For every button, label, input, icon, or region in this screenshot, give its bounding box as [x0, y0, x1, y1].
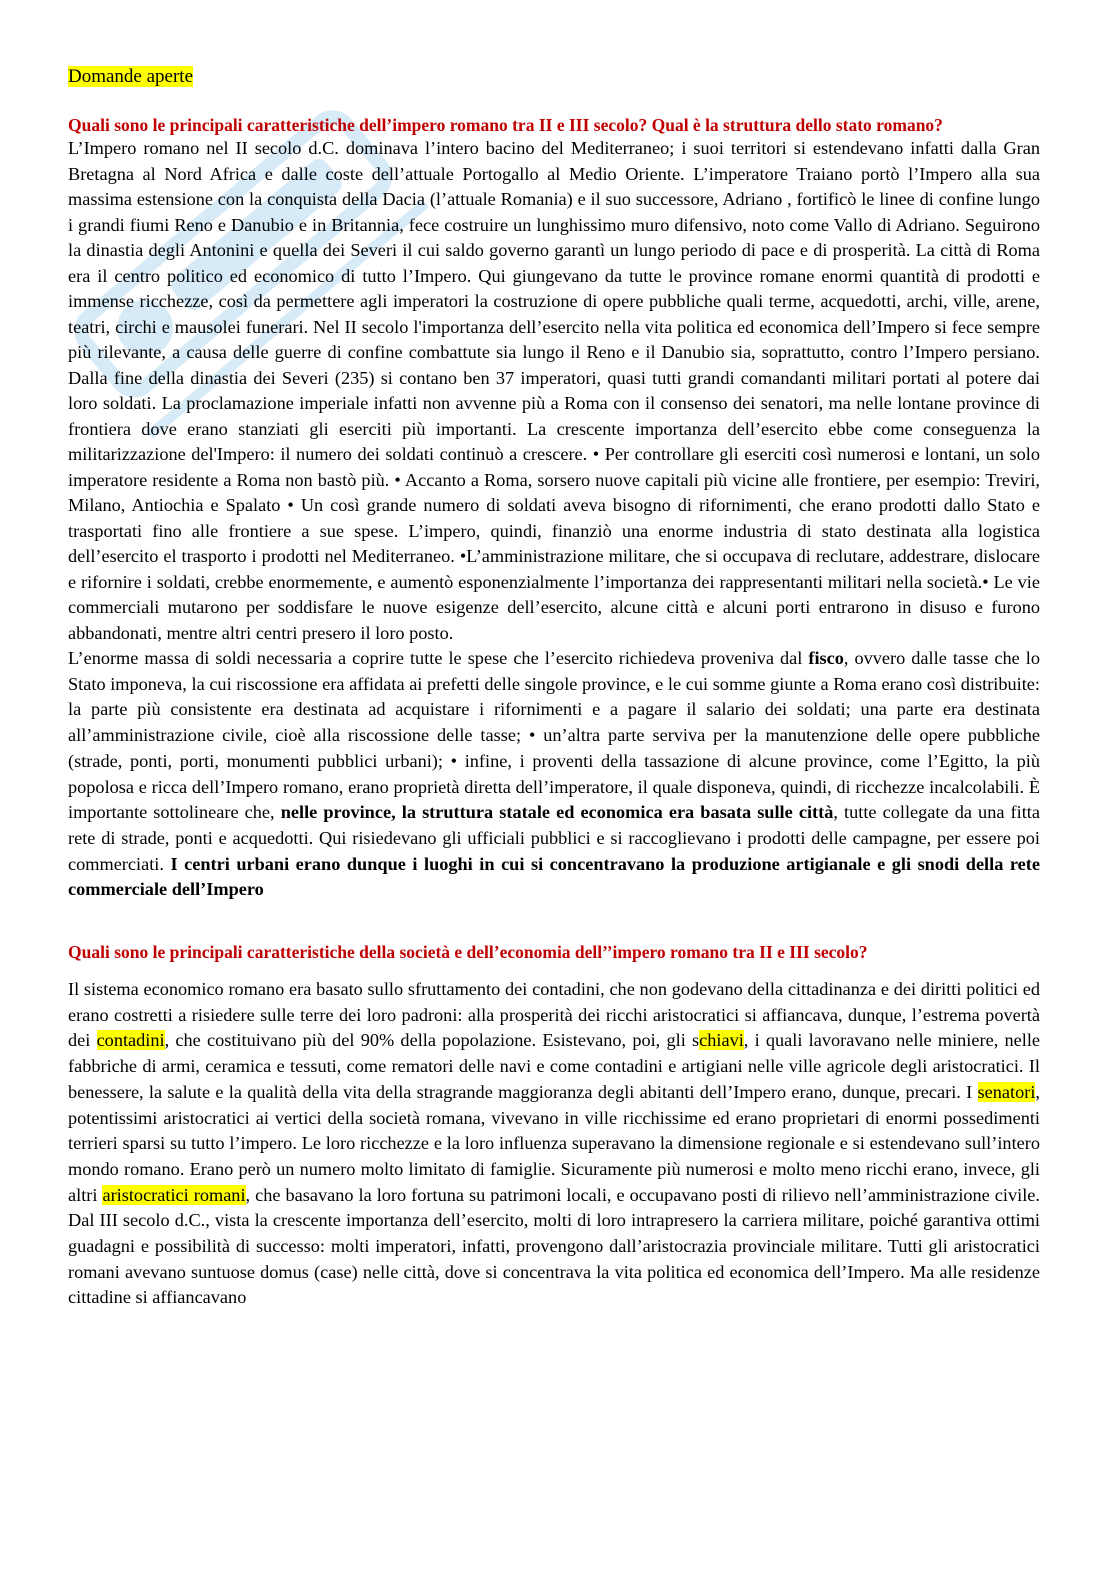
highlight-aristocratici: aristocratici romani — [102, 1184, 246, 1205]
highlight-contadini: contadini — [96, 1030, 165, 1051]
document-page — [68, 66, 1040, 1311]
answer-2-paragraph: Il sistema economico romano era basato sullo sfruttamento dei contadini, che non godevano della cittadinanza e dei diritti politici ed erano costretti a risiedere sulle terre dei loro padroni: alla prosperità dei ricchi aristocratici si affiancava, dunque, l’estrema povertà dei contadini, che costituivano più del 90% della popolazione. Esistevano, poi, gli schiavi, i quali lavoravano nelle miniere, nelle fabbriche di armi, ceramica e tessuti, come rematori delle navi e come contadini e artigiani nelle ville agricole degli aristocratici. Il benessere, la salute e la qualità della vita della stragrande maggioranza degli abitanti dell’Impero erano, dunque, precari. I senatori, potentissimi aristocratici ai vertici della società romana, vivevano in ville ricchissime ed erano proprietari di enormi possedimenti terrieri sparsi su tutto l’impero. Le loro ricchezze e la loro influenza superavano la dimensione regionale e si estendevano sull’intero mondo romano. Erano però un numero molto limitato di famiglie. Sicuramente più numerosi e molto meno ricchi erano, invece, gli altri aristocratici romani, che basavano la loro fortuna su patrimoni locali, e occupavano posti di rilievo nell’amministrazione civile. Dal III secolo d.C., vista la crescente importanza dell’esercito, molti di loro intrapresero la carriera militare, poiché garantiva ottimi guadagni e possibilità di successo: molti imperatori, infatti, provengono dall’aristocrazia provinciale militare. Tutti gli aristocratici romani avevano suntuose domus (case) nelle città, dove si concentrava la vita politica ed economica dell’Impero. Ma alle residenze cittadine si affiancavano — [68, 979, 1041, 1308]
doc-title: Domande aperte — [68, 66, 194, 87]
highlight-senatori: senatori — [977, 1081, 1036, 1102]
answer-1-paragraph: L’Impero romano nel II secolo d.C. dominava l’intero bacino del Mediterraneo; i suoi territori si estendevano infatti dalla Gran Bretagna al Nord Africa e dalle coste dell’attuale Portogallo al Medio Oriente. L’imperatore Traiano portò l’Impero alla sua massima estensione con la conquista della Dacia (l’attuale Romania) e il suo successore, Adriano , fortificò le linee di confine lungo i grandi fiumi Reno e Danubio e in Britannia, fece costruire un lunghissimo muro difensivo, noto come Vallo di Adriano. Seguirono la dinastia degli Antonini e quella dei Severi il cui saldo governo garantì un lungo periodo di pace e di prosperità. La città di Roma era il centro politico ed economico di tutto l’Impero. Qui giungevano da tutte le province romane enormi quantità di prodotti e immense ricchezze, così da permettere agli imperatori la costruzione di opere pubbliche quali terme, acquedotti, archi, ville, arene, teatri, circhi e mausolei funerari. Nel II secolo l'importanza dell’esercito nella vita politica ed economica dell’Impero si fece sempre più rilevante, a causa delle guerre di confine combattute sia lungo il Reno e il Danubio sia, soprattutto, contro l’Impero persiano. Dalla fine della dinastia dei Severi (235) si contano ben 37 imperatori, quasi tutti grandi comandanti militari portati al potere dai loro soldati. La proclamazione imperiale infatti non avvenne più a Roma con il consenso dei senatori, ma nelle lontane province di frontiera dove erano stanziati gli eserciti più importanti. La crescente importanza dell’esercito ebbe come conseguenza la militarizzazione del'Impero: il numero dei soldati continuò a crescere. • Per controllare gli eserciti così numerosi e lontani, un solo imperatore residente a Roma non bastò più. • Accanto a Roma, sorsero nuove capitali più vicine alle frontiere, per esempio: Treviri, Milano, Antiochia e Spalato • Un così grande numero di soldati aveva bisogno di rifornimenti, che erano prodotti dallo Stato e trasportati fino alle frontiere a sue spese. L’impero, quindi, finanziò una enorme industria di stato destinata alla logistica dell’esercito el trasporto i prodotti nel Mediterraneo. •L’amministrazione militare, che si occupava di reclutare, addestrare, dislocare e rifornire i soldati, crebbe enormemente, e aumentò esponenzialmente l’importanza dei rappresentanti militari nella società.• Le vie commerciali mutarono per soddisfare le nuove esigenze dell’esercito, alcune città e alcuni porti entrarono in disuso e furono abbandonati, mentre altri centri presero il loro posto. — [68, 138, 1040, 643]
question-1: Quali sono le principali caratteristiche dell’impero romano tra II e III secolo? Qual è la struttura dello stato romano? — [68, 115, 943, 135]
question-2: Quali sono le principali caratteristiche della società e dell’economia dell’’impero romano tra II e III secolo? — [68, 942, 868, 963]
highlight-schiavi: chiavi — [699, 1030, 744, 1051]
answer-1-paragraph-fisco: L’enorme massa di soldi necessaria a coprire tutte le spese che l’esercito richiedeva proveniva dal fisco, ovvero dalle tasse che lo Stato imponeva, la cui riscossione era affidata ai prefetti delle singole province, e le cui somme giunte a Roma erano così distribuite: la parte più consistente era destinata ad acquistare i rifornimenti e a pagare il salario dei soldati; una parte era destinata all’amministrazione civile, cioè alla riscossione delle tasse; • un’altra parte serviva per la manutenzione delle opere pubbliche (strade, ponti, porti, monumenti pubblici urbani); • infine, i proventi della tassazione di alcune province, come l’Egitto, la più popolosa e ricca dell’Impero romano, erano proprietà diretta dell’imperatore, il quale disponeva, quindi, di ricchezze incalcolabili. È importante sottolineare che, nelle province, la struttura statale ed economica era basata sulle città, tutte collegate da una fitta rete di strade, ponti e acquedotti. Qui risiedevano gli ufficiali pubblici e si raccoglievano i prodotti delle campagne, per essere poi commerciati. I centri urbani erano dunque i luoghi in cui si concentravano la produzione artigianale e gli snodi della rete commerciale dell’Impero — [68, 648, 1040, 900]
